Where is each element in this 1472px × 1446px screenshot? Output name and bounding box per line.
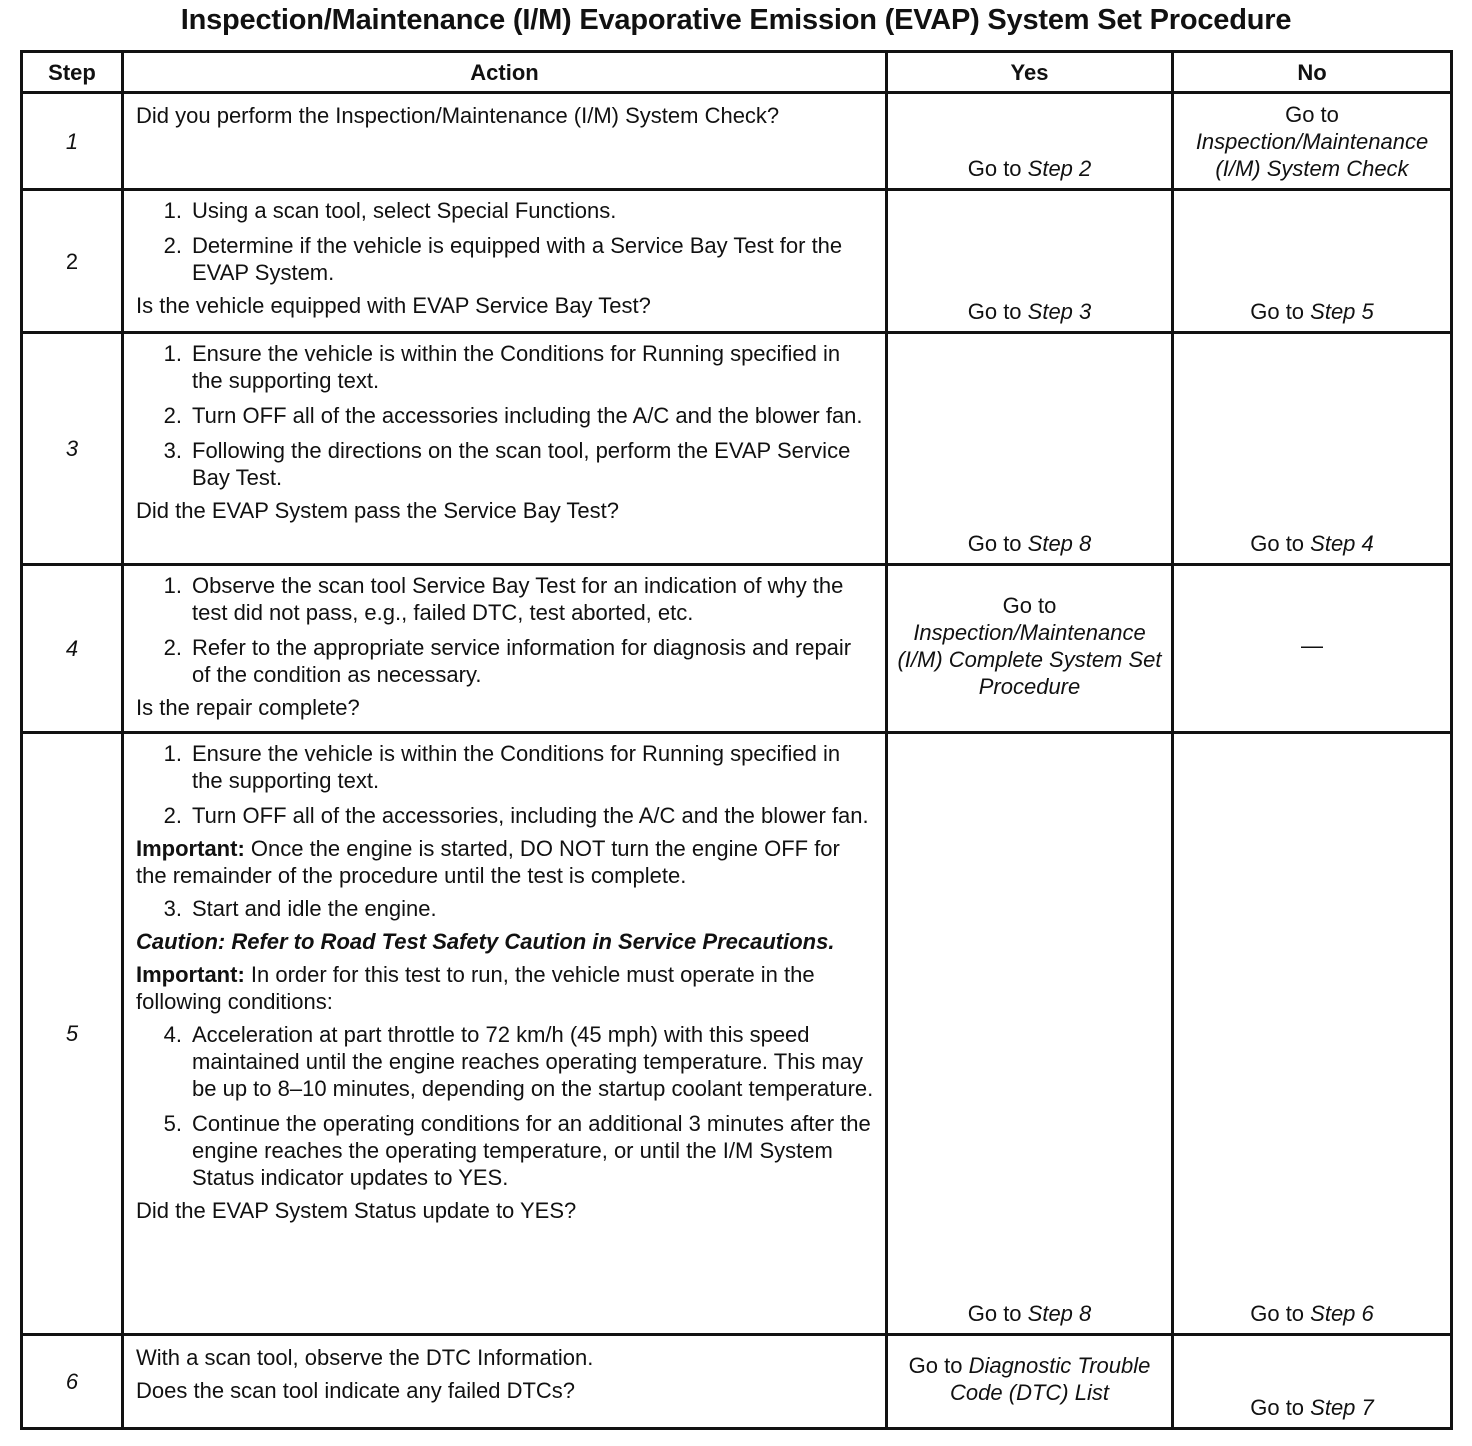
step-reference-link[interactable]: Step 8: [1027, 531, 1092, 556]
list-item-text: Start and idle the engine.: [192, 896, 437, 921]
list-item-text: Turn OFF all of the accessories including the A/C and the blower fan.: [192, 403, 863, 428]
go-to-label: Go to: [1250, 1301, 1311, 1326]
header-yes: Yes: [887, 52, 1173, 93]
list-item: [136, 197, 875, 224]
step-number-cell: 2: [22, 190, 123, 333]
numbered-list: [136, 340, 875, 491]
no-result-cell: [1173, 565, 1452, 733]
no-result-cell: [1173, 333, 1452, 565]
yes-result-cell: [887, 93, 1173, 190]
list-item: [136, 1110, 875, 1191]
list-item: [136, 437, 875, 491]
list-item-number: 5.: [163, 1111, 182, 1136]
no-result-cell: [1173, 1335, 1452, 1429]
header-step: Step: [22, 52, 123, 93]
step-reference-link[interactable]: Step 4: [1310, 531, 1374, 556]
list-item: [136, 802, 875, 829]
list-item-text: Turn OFF all of the accessories, including the A/C and the blower fan.: [192, 803, 869, 828]
go-to-label: Go to: [967, 531, 1028, 556]
list-item-number: 4.: [163, 1022, 182, 1047]
yes-result-cell: [887, 333, 1173, 565]
question-text: Is the repair complete?: [136, 695, 360, 720]
action-cell: [123, 190, 887, 333]
step-reference-link[interactable]: Inspection/Maintenance (I/M) Complete System Set Procedure: [897, 619, 1162, 699]
header-no: No: [1173, 52, 1452, 93]
important-note: [136, 961, 875, 1015]
yes-result-cell: [887, 190, 1173, 333]
no-result-cell: [1173, 733, 1452, 1335]
go-to-label: Go to: [1250, 531, 1311, 556]
list-item-text: Ensure the vehicle is within the Conditions for Running specified in the supporting text.: [192, 741, 841, 793]
step-reference-link[interactable]: Diagnostic Trouble Code (DTC) List: [950, 1352, 1151, 1405]
action-cell: [123, 93, 887, 190]
important-text: In order for this test to run, the vehicle must operate in the following conditions:: [136, 962, 815, 1014]
important-note: [136, 835, 875, 889]
table-row: [22, 333, 1452, 565]
table-row: [22, 190, 1452, 333]
list-item: [136, 232, 875, 286]
list-item-number: 3.: [163, 896, 182, 921]
table-row: [22, 733, 1452, 1335]
yes-result-cell: [887, 565, 1173, 733]
important-text: Once the engine is started, DO NOT turn the engine OFF for the remainder of the procedure until the test is complete.: [136, 836, 840, 888]
no-result-cell: [1173, 190, 1452, 333]
list-item-number: 2.: [163, 233, 182, 258]
list-item-number: 1.: [163, 341, 182, 366]
step-reference-link[interactable]: Step 5: [1310, 299, 1374, 324]
list-item-text: Acceleration at part throttle to 72 km/h (45 mph) with this speed maintained until the engine reaches operating temperature. This may be up to 8–10 minutes, depending on the startup coolant temperature.: [192, 1022, 874, 1101]
table-row: [22, 93, 1452, 190]
action-cell: [123, 565, 887, 733]
question-text: Is the vehicle equipped with EVAP Service Bay Test?: [136, 293, 651, 318]
numbered-list: [136, 895, 875, 922]
step-reference-link[interactable]: Step 6: [1310, 1301, 1374, 1326]
step-number-cell: 4: [22, 565, 123, 733]
header-action: Action: [123, 52, 887, 93]
caution-note: Caution: Refer to Road Test Safety Caution in Service Precautions.: [136, 929, 835, 954]
action-cell: [123, 733, 887, 1335]
numbered-list: [136, 1021, 875, 1191]
question-text: With a scan tool, observe the DTC Information.: [136, 1345, 594, 1370]
question-text: Did the EVAP System Status update to YES?: [136, 1198, 577, 1223]
step-reference-link[interactable]: Step 7: [1310, 1395, 1374, 1420]
list-item-number: 1.: [163, 741, 182, 766]
step-number-cell: 1: [22, 93, 123, 190]
step-reference-link[interactable]: Inspection/Maintenance (I/M) System Check: [1195, 129, 1429, 181]
go-to-label: Go to: [1285, 102, 1339, 127]
list-item-number: 2.: [163, 403, 182, 428]
step-number-cell: 3: [22, 333, 123, 565]
step-reference-link[interactable]: Step 2: [1027, 156, 1092, 181]
yes-result-cell: [887, 733, 1173, 1335]
numbered-list: [136, 740, 875, 829]
list-item-text: Ensure the vehicle is within the Conditions for Running specified in the supporting text.: [192, 341, 841, 393]
list-item-number: 2.: [163, 635, 182, 660]
important-label: Important:: [136, 836, 245, 861]
page-title: Inspection/Maintenance (I/M) Evaporative Emission (EVAP) System Set Procedure: [180, 4, 1292, 36]
step-number-cell: 5: [22, 733, 123, 1335]
action-cell: [123, 333, 887, 565]
table-row: [22, 565, 1452, 733]
step-number-cell: 6: [22, 1335, 123, 1429]
list-item-text: Determine if the vehicle is equipped with a Service Bay Test for the EVAP System.: [192, 233, 843, 285]
em-dash: —: [1301, 633, 1323, 658]
action-cell: [123, 1335, 887, 1429]
list-item-text: Using a scan tool, select Special Functions.: [192, 198, 617, 223]
list-item: [136, 572, 875, 626]
table-header-row: [22, 52, 1452, 93]
list-item-number: 3.: [163, 438, 182, 463]
list-item: [136, 1021, 875, 1102]
list-item: [136, 895, 875, 922]
question-text: Does the scan tool indicate any failed DTCs?: [136, 1378, 576, 1403]
go-to-label: Go to: [908, 1352, 969, 1378]
list-item: [136, 634, 875, 688]
list-item: [136, 740, 875, 794]
go-to-label: Go to: [967, 299, 1028, 324]
list-item-text: Observe the scan tool Service Bay Test for an indication of why the test did not pass, e.g., failed DTC, test aborted, etc.: [192, 573, 844, 625]
go-to-label: Go to: [1250, 1395, 1311, 1420]
list-item-text: Continue the operating conditions for an additional 3 minutes after the engine reaches the operating temperature, or until the I/M System Status indicator updates to YES.: [192, 1111, 871, 1190]
procedure-table: [20, 50, 1453, 1430]
go-to-label: Go to: [1002, 592, 1057, 618]
important-label: Important:: [136, 962, 245, 987]
question-text: Did the EVAP System pass the Service Bay Test?: [136, 498, 620, 523]
go-to-label: Go to: [967, 1301, 1028, 1326]
numbered-list: [136, 572, 875, 688]
list-item: [136, 402, 875, 429]
go-to-label: Go to: [967, 156, 1028, 181]
list-item-text: Refer to the appropriate service information for diagnosis and repair of the condition as necessary.: [192, 635, 852, 687]
go-to-label: Go to: [1250, 299, 1311, 324]
step-reference-link[interactable]: Step 3: [1027, 299, 1092, 324]
list-item-number: 1.: [163, 573, 182, 598]
question-text: Did you perform the Inspection/Maintenance (I/M) System Check?: [136, 103, 780, 128]
no-result-cell: [1173, 93, 1452, 190]
list-item-text: Following the directions on the scan tool, perform the EVAP Service Bay Test.: [192, 438, 851, 490]
numbered-list: [136, 197, 875, 286]
list-item-number: 1.: [163, 198, 182, 223]
list-item: [136, 340, 875, 394]
table-row: [22, 1335, 1452, 1429]
step-reference-link[interactable]: Step 8: [1027, 1301, 1092, 1326]
list-item-number: 2.: [163, 803, 182, 828]
yes-result-cell: [887, 1335, 1173, 1429]
